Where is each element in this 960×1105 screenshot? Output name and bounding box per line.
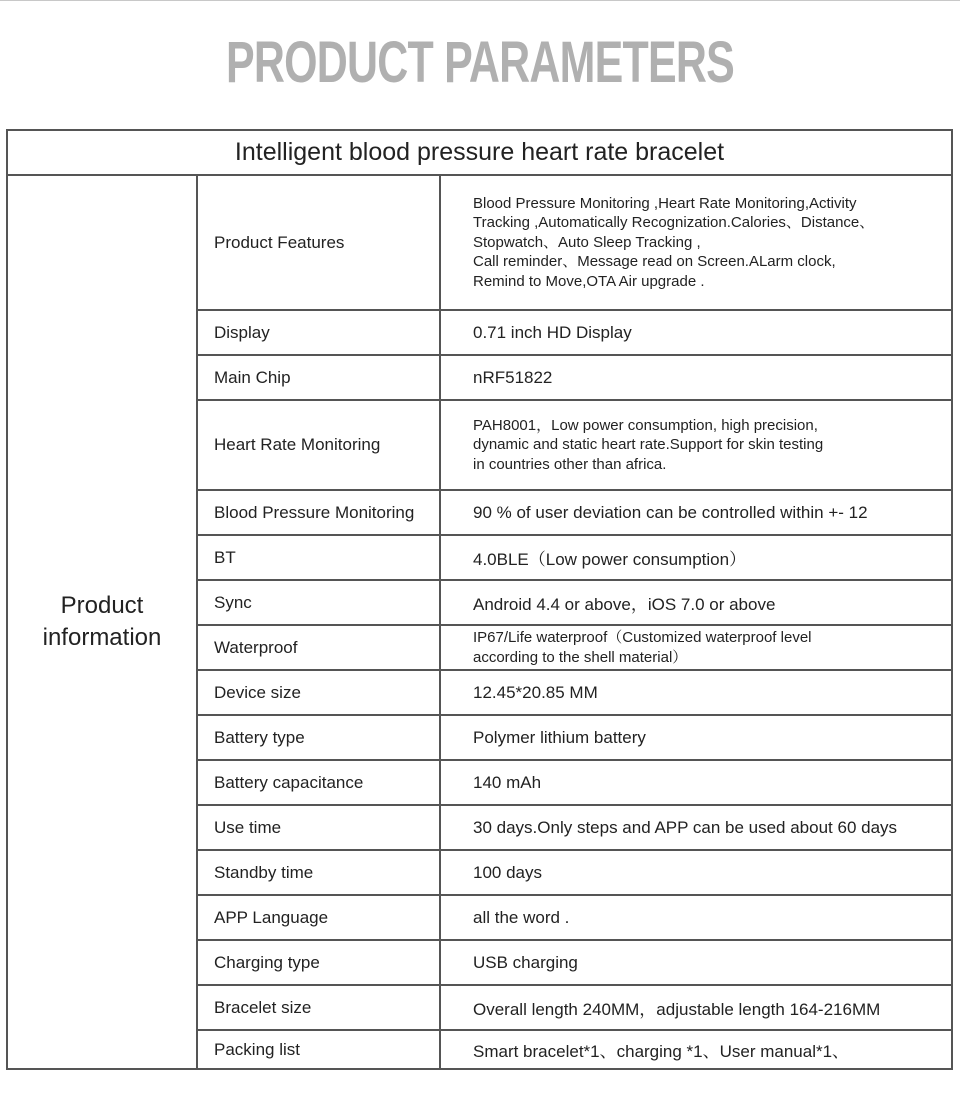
table-row [198, 356, 953, 401]
category-label-line1: Product [60, 592, 144, 619]
table-row [198, 626, 953, 671]
parameter-value [441, 851, 953, 894]
table-row [198, 581, 953, 626]
parameter-value-text: 12.45*20.85 MM [473, 682, 598, 702]
parameter-name: Main Chip [198, 356, 441, 399]
parameter-name: BT [198, 536, 441, 579]
table-row [198, 761, 953, 806]
table-row [198, 671, 953, 716]
parameter-value [441, 941, 953, 984]
parameter-value [441, 716, 953, 759]
table-row [198, 1031, 953, 1068]
parameter-value-text: 90 % of user deviation can be controlled within +- 12 [473, 502, 868, 522]
parameter-value-text: PAH8001，Low power consumption, high precision, dynamic and static heart rate.Support for skin testing in countries other than africa. [473, 416, 824, 473]
parameter-name: Product Features [198, 176, 441, 309]
parameter-name: APP Language [198, 896, 441, 939]
table-row [198, 491, 953, 536]
parameter-value [441, 356, 953, 399]
parameter-value-text: Android 4.4 or above，iOS 7.0 or above [473, 595, 776, 614]
parameter-name: Waterproof [198, 626, 441, 669]
parameter-value [441, 896, 953, 939]
table-title: Intelligent blood pressure heart rate bracelet [8, 131, 951, 176]
parameter-value-text: all the word . [473, 907, 570, 927]
parameter-value [441, 626, 953, 669]
parameter-value-text: 100 days [473, 862, 542, 882]
parameter-name: Packing list [198, 1031, 441, 1068]
parameter-name: Battery type [198, 716, 441, 759]
parameter-value [441, 671, 953, 714]
parameter-value-text: Polymer lithium battery [473, 727, 646, 747]
parameter-value-text: Overall length 240MM，adjustable length 164-216MM [473, 1000, 881, 1019]
parameter-value-text: 30 days.Only steps and APP can be used about 60 days [473, 817, 898, 837]
parameter-value-text: Smart bracelet*1、charging *1、User manual*1、 [473, 1042, 850, 1061]
parameter-value-text: 140 mAh [473, 772, 542, 792]
parameter-value-text: IP67/Life waterproof（Customized waterproof level according to the shell material） [473, 629, 812, 666]
parameter-name: Charging type [198, 941, 441, 984]
parameter-value-text: 4.0BLE（Low power consumption） [473, 550, 747, 569]
table-row [198, 536, 953, 581]
parameter-value [441, 986, 953, 1029]
table-row [198, 401, 953, 491]
table-row [198, 986, 953, 1031]
parameter-value [441, 491, 953, 534]
top-divider [0, 0, 960, 1]
page-heading: PRODUCT PARAMETERS [225, 30, 735, 95]
parameter-value [441, 1031, 953, 1068]
parameter-name: Battery capacitance [198, 761, 441, 804]
table-row [198, 176, 953, 311]
parameter-value-text: 0.71 inch HD Display [473, 322, 632, 342]
parameters-table [6, 129, 953, 1070]
table-row [198, 941, 953, 986]
parameter-value-text: nRF51822 [473, 367, 553, 387]
parameter-name: Blood Pressure Monitoring [198, 491, 441, 534]
parameter-value [441, 806, 953, 849]
parameter-value [441, 761, 953, 804]
parameter-value-text: USB charging [473, 952, 578, 972]
parameter-name: Bracelet size [198, 986, 441, 1029]
parameter-name: Device size [198, 671, 441, 714]
table-row [198, 716, 953, 761]
parameter-value [441, 581, 953, 624]
parameter-value [441, 311, 953, 354]
table-row [198, 806, 953, 851]
parameter-name: Use time [198, 806, 441, 849]
table-row [198, 851, 953, 896]
parameter-name: Sync [198, 581, 441, 624]
parameter-value-text: Blood Pressure Monitoring ,Heart Rate Monitoring,Activity Tracking ,Automatically Recognization.Calories、Distance、 Stopwatch、Auto Sleep Tracking , Call reminder、Message read on Screen.ALarm clock, Remind to Move,OTA Air upgrade . [473, 194, 875, 290]
parameter-name: Standby time [198, 851, 441, 894]
parameter-value [441, 536, 953, 579]
table-row [198, 896, 953, 941]
parameter-value [441, 401, 953, 489]
parameter-value [441, 176, 953, 309]
category-label-line2: information [42, 624, 162, 651]
parameter-name: Display [198, 311, 441, 354]
table-row [198, 311, 953, 356]
parameter-name: Heart Rate Monitoring [198, 401, 441, 489]
category-cell [8, 176, 198, 1068]
